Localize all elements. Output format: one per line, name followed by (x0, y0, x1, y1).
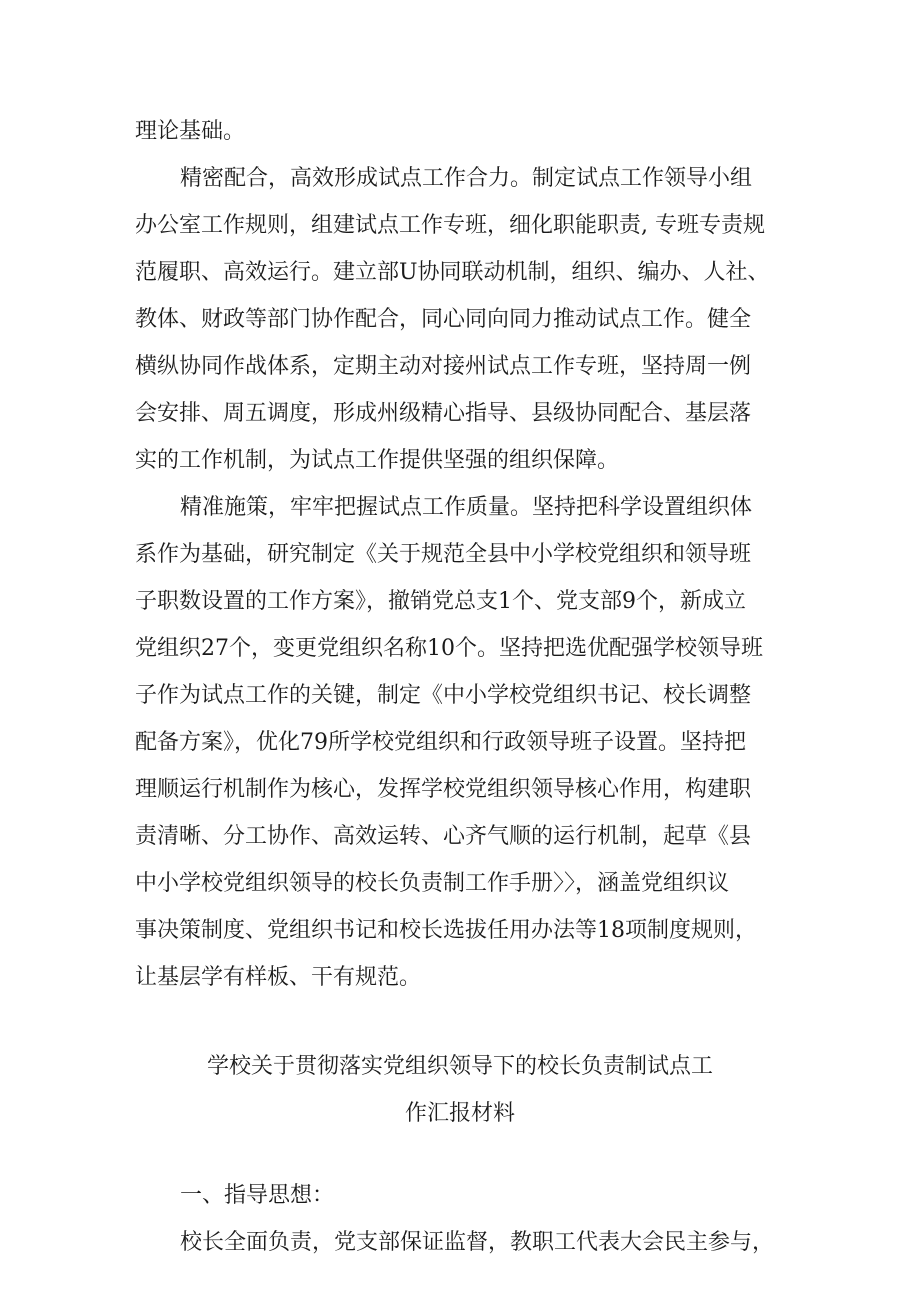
text-line: 理顺运行机制作为核心，发挥学校党组织领导核心作用，构建职 (135, 777, 752, 802)
text-line: 子作为试点工作的关键，制定《中小学校党组织书记、校长调整 (135, 683, 752, 708)
text-line: 实的工作机制，为试点工作提供坚强的组织保障。 (135, 448, 620, 473)
section-heading: 一、指导思想： (180, 1183, 335, 1208)
text-line: 系作为基础，研究制定《关于规范全县中小学校党组织和领导班 (135, 542, 752, 567)
text-line: 横纵协同作战体系，定期主动对接州试点工作专班，坚持周一例 (135, 354, 752, 379)
text-line: 会安排、周五调度，形成州级精心指导、县级协同配合、基层落 (135, 401, 752, 426)
text-line: 中小学校党组织领导的校长负责制工作手册〉〉，涵盖党组织议 (135, 871, 730, 896)
text-line: 办公室工作规则，组建试点工作专班，细化职能职责, 专班专责规 (135, 213, 765, 238)
text-line: 党组织27个，变更党组织名称10个。坚持把选优配强学校领导班 (135, 636, 763, 661)
text-line: 教体、财政等部门协作配合，同心同向同力推动试点工作。健全 (135, 307, 752, 332)
document-title-line1: 学校关于贯彻落实党组织领导下的校长负责制试点工 (206, 1054, 713, 1079)
paragraph-start-line: 校长全面负责，党支部保证监督，教职工代表大会民主参与， (180, 1230, 775, 1255)
paragraph-start-line: 精密配合，高效形成试点工作合力。制定试点工作领导小组 (180, 166, 753, 191)
document-title-line2: 作汇报材料 (404, 1101, 515, 1126)
text-line: 范履职、高效运行。建立部U协同联动机制，组织、编办、人社、 (135, 260, 770, 285)
text-line: 理论基础。 (135, 119, 246, 144)
text-line: 事决策制度、党组织书记和校长选拔任用办法等18项制度规则， (135, 918, 757, 943)
paragraph-start-line: 精准施策，牢牢把握试点工作质量。坚持把科学设置组织体 (180, 495, 753, 520)
text-line: 配备方案》，优化79所学校党组织和行政领导班子设置。坚持把 (135, 730, 746, 755)
text-line: 让基层学有样板、干有规范。 (135, 965, 422, 990)
text-line: 子职数设置的工作方案》，撤销党总支1个、党支部9个，新成立 (135, 589, 746, 614)
text-line: 责清晰、分工协作、高效运转、心齐气顺的运行机制，起草《县 (135, 824, 752, 849)
